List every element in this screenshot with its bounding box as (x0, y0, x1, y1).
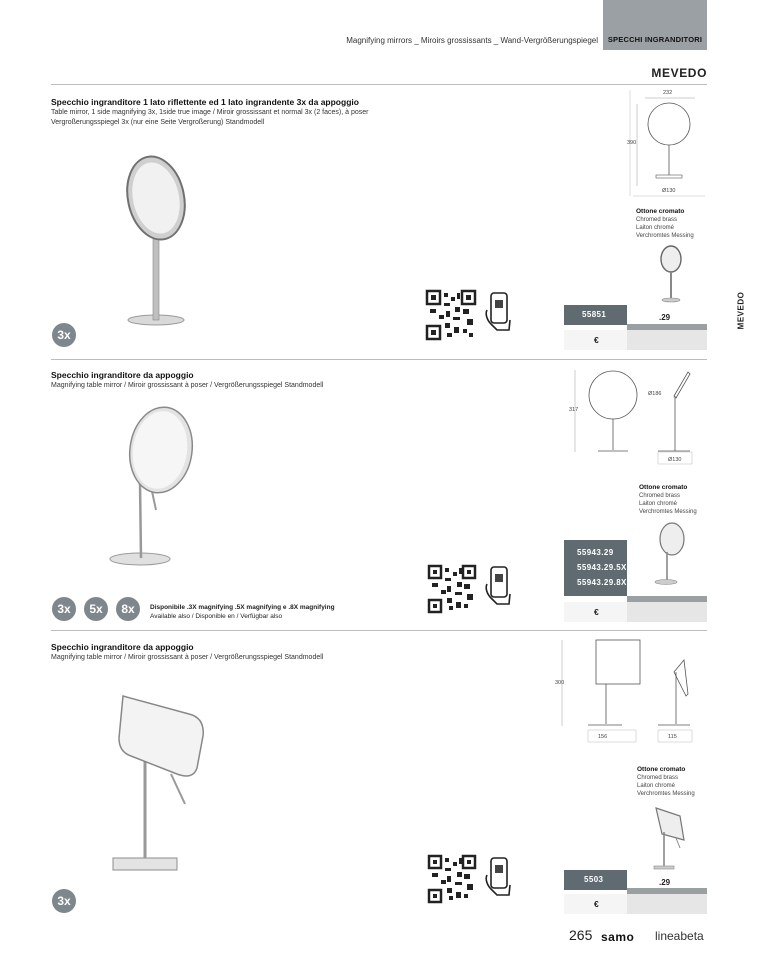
finish-code: .29 (659, 313, 671, 322)
section-rule (51, 630, 707, 631)
phone-scan-icon (484, 857, 512, 897)
dimension-base: Ø130 (662, 188, 676, 194)
magnification-badge-3x: 3x (52, 597, 76, 621)
availability-line-1: Disponibile .3X magnifying .5X magnifying e .8X magnifying (150, 604, 335, 611)
qr-code-icon[interactable] (429, 566, 475, 612)
material-fr: Laiton chromé (639, 501, 678, 507)
material-de: Verchromtes Messing (639, 509, 697, 515)
top-rule (51, 84, 707, 85)
side-index-label: MEVEDO (736, 291, 746, 330)
section-rule (51, 359, 707, 360)
finish-thumbnail (650, 806, 690, 872)
price-currency: € (594, 899, 599, 909)
magnification-badge: 3x (52, 889, 76, 913)
product-description: Magnifying table mirror / Miroir grossissant à poser / Vergrößerungsspiegel Standmodell (51, 654, 324, 661)
price-currency: € (594, 607, 599, 617)
material-it: Ottone cromato (639, 484, 688, 491)
price-currency: € (594, 335, 599, 345)
dimension-depth: 115 (668, 734, 677, 740)
magnification-badge: 3x (52, 323, 76, 347)
section-tab-label: SPECCHI INGRANDITORI (607, 35, 703, 44)
dimension-drawing (558, 636, 698, 744)
availability-line-2: Available also / Disponible en / Verfügbar also (150, 613, 283, 620)
finish-thumbnail (658, 244, 684, 304)
dimension-height: 390 (627, 140, 637, 146)
material-it: Ottone cromato (636, 208, 685, 215)
dimension-base: Ø130 (668, 457, 682, 463)
material-list (639, 484, 697, 516)
magnification-badge-5x: 5x (84, 597, 108, 621)
dimension-height: 317 (569, 407, 579, 413)
material-fr: Laiton chromé (636, 225, 675, 231)
product-code[interactable]: 55851 (582, 310, 607, 319)
product-photo (105, 690, 215, 880)
product-photo (100, 400, 210, 575)
price-value-cell (627, 330, 707, 350)
qr-code-icon[interactable] (427, 291, 475, 339)
dimension-width: 232 (663, 90, 673, 96)
material-list (637, 766, 695, 798)
product-code-box (564, 305, 627, 325)
brand-title: MEVEDO (651, 66, 707, 80)
phone-scan-icon (484, 292, 512, 332)
product-title: Specchio ingranditore 1 lato riflettente ed 1 lato ingrandente 3x da appoggio (51, 97, 359, 107)
finish-thumbnail (652, 522, 688, 586)
samo-logo: samo (601, 930, 635, 944)
side-index-tab (733, 292, 749, 332)
magnification-badge-8x: 8x (116, 597, 140, 621)
product-code-8x[interactable]: 55943.29.8X (577, 578, 627, 587)
product-code-3x[interactable]: 55943.29 (577, 548, 614, 557)
material-de: Verchromtes Messing (636, 233, 694, 239)
availability-note (150, 604, 335, 611)
dimension-diameter: Ø186 (648, 391, 662, 397)
material-en: Chromed brass (636, 217, 678, 223)
material-en: Chromed brass (639, 493, 681, 499)
material-de: Verchromtes Messing (637, 791, 695, 797)
price-value-cell (627, 894, 707, 914)
section-tab[interactable] (603, 0, 707, 50)
product-title: Specchio ingranditore da appoggio (51, 370, 194, 380)
dimension-height: 300 (555, 680, 565, 686)
product-code-5x[interactable]: 55943.29.5X (577, 563, 627, 572)
finish-code: .29 (659, 878, 671, 887)
breadcrumb: Magnifying mirrors _ Miroirs grossissants _ Wand-Vergrößerungspiegel (346, 36, 598, 45)
lineabeta-logo: lineabeta (655, 929, 704, 943)
product-code-box (564, 540, 627, 596)
product-code-box (564, 870, 627, 890)
product-code[interactable]: 5503 (584, 875, 604, 884)
dimension-width: 156 (598, 734, 608, 740)
dimension-drawing (570, 366, 700, 470)
product-description: Table mirror, 1 side magnifying 3x, 1side true image / Miroir grossissant et normal 3x (2 faces), à poser Vergroßerungsspiegel 3x (nur eine Seite Vergroßerung) Standmodell (51, 109, 369, 126)
price-value-cell (627, 602, 707, 622)
product-photo (100, 150, 220, 340)
material-it: Ottone cromato (637, 766, 686, 773)
material-en: Chromed brass (637, 775, 679, 781)
material-fr: Laiton chromé (637, 783, 676, 789)
product-description: Magnifying table mirror / Miroir grossissant à poser / Vergrößerungsspiegel Standmodell (51, 382, 324, 389)
material-list (636, 208, 694, 240)
product-title: Specchio ingranditore da appoggio (51, 642, 194, 652)
dimension-drawing (625, 90, 705, 198)
page-number: 265 (569, 927, 593, 943)
phone-scan-icon (484, 566, 512, 606)
qr-code-icon[interactable] (429, 856, 475, 902)
